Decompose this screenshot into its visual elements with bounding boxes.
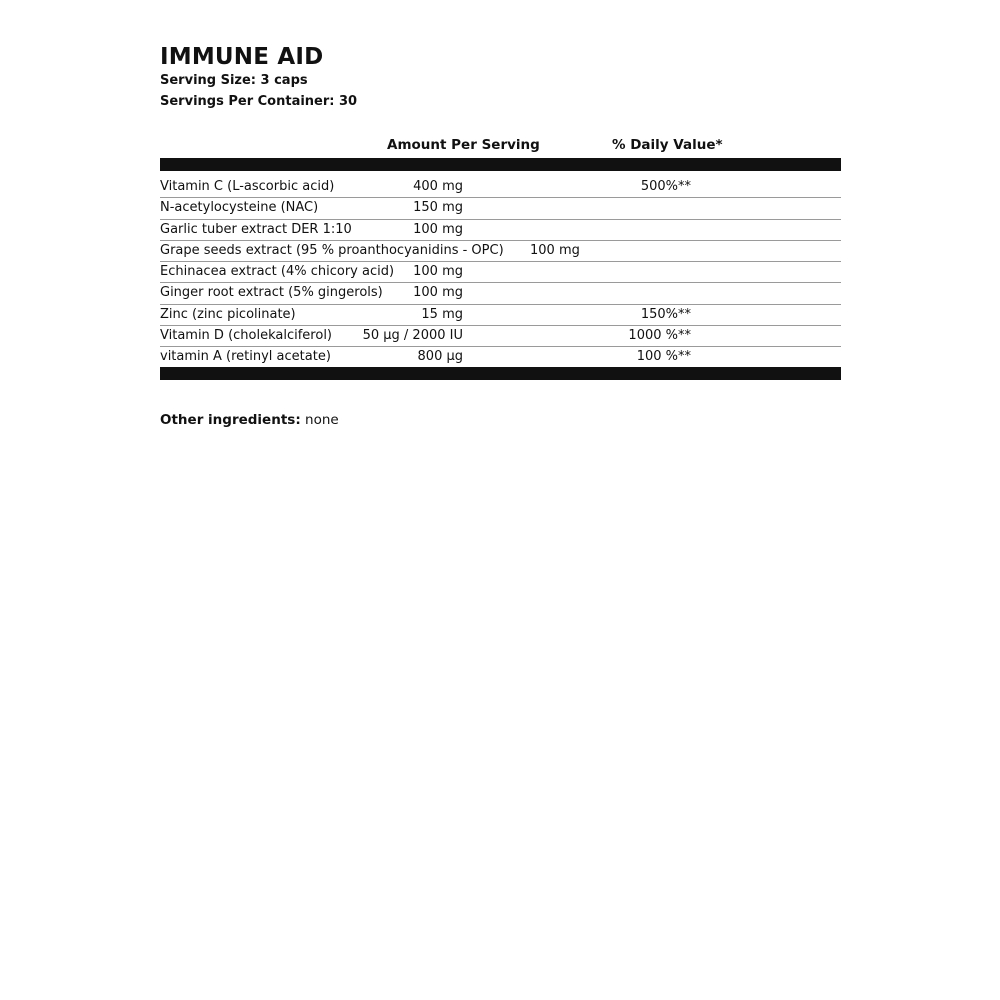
- table-row: [160, 326, 841, 347]
- ingredient-amount: 800 µg: [417, 349, 463, 364]
- ingredient-daily-value: 500%**: [640, 179, 691, 194]
- serving-size: Serving Size: 3 caps: [160, 73, 308, 88]
- ingredient-name: Vitamin C (L-ascorbic acid): [160, 179, 335, 194]
- other-ingredients-label: Other ingredients:: [160, 412, 301, 428]
- ingredient-amount: 50 µg / 2000 IU: [362, 327, 463, 343]
- ingredient-daily-value: 100 %**: [636, 349, 691, 364]
- daily-value-header: % Daily Value*: [612, 137, 723, 153]
- nutrition-table: [160, 177, 841, 368]
- table-row: [160, 220, 841, 241]
- table-row: [160, 262, 841, 283]
- ingredient-daily-value: 1000 %**: [628, 327, 691, 343]
- ingredient-name: vitamin A (retinyl acetate): [160, 349, 331, 364]
- ingredient-amount: 15 mg: [421, 306, 463, 322]
- ingredient-daily-value: 150%**: [640, 306, 691, 322]
- ingredient-name: N-acetylocysteine (NAC): [160, 200, 319, 216]
- ingredient-name: Zinc (zinc picolinate): [160, 306, 296, 322]
- table-row: [160, 241, 841, 262]
- table-row: [160, 283, 841, 304]
- other-ingredients-value: none: [305, 412, 339, 428]
- ingredient-name: Ginger root extract (5% gingerols): [160, 285, 383, 301]
- other-ingredients: [160, 412, 339, 428]
- ingredient-name: Vitamin D (cholekalciferol): [160, 327, 333, 343]
- ingredient-amount: 100 mg: [530, 242, 580, 258]
- ingredient-name: Echinacea extract (4% chicory acid): [160, 264, 395, 279]
- table-row: [160, 305, 841, 326]
- product-title: IMMUNE AID: [160, 44, 324, 70]
- ingredient-name: Garlic tuber extract DER 1:10: [160, 221, 352, 237]
- ingredient-amount: 100 mg: [413, 264, 463, 279]
- table-top-rule: [160, 158, 841, 171]
- servings-per-container: Servings Per Container: 30: [160, 94, 358, 109]
- table-bottom-rule: [160, 367, 841, 380]
- ingredient-amount: 100 mg: [413, 285, 463, 301]
- ingredient-name: Grape seeds extract (95 % proanthocyanidins - OPC): [160, 242, 504, 258]
- table-row: [160, 177, 841, 198]
- ingredient-amount: 400 mg: [413, 179, 463, 194]
- table-row: [160, 198, 841, 219]
- amount-per-serving-header: Amount Per Serving: [387, 137, 540, 153]
- ingredient-amount: 100 mg: [413, 221, 463, 237]
- ingredient-amount: 150 mg: [413, 200, 463, 216]
- table-row: [160, 347, 841, 368]
